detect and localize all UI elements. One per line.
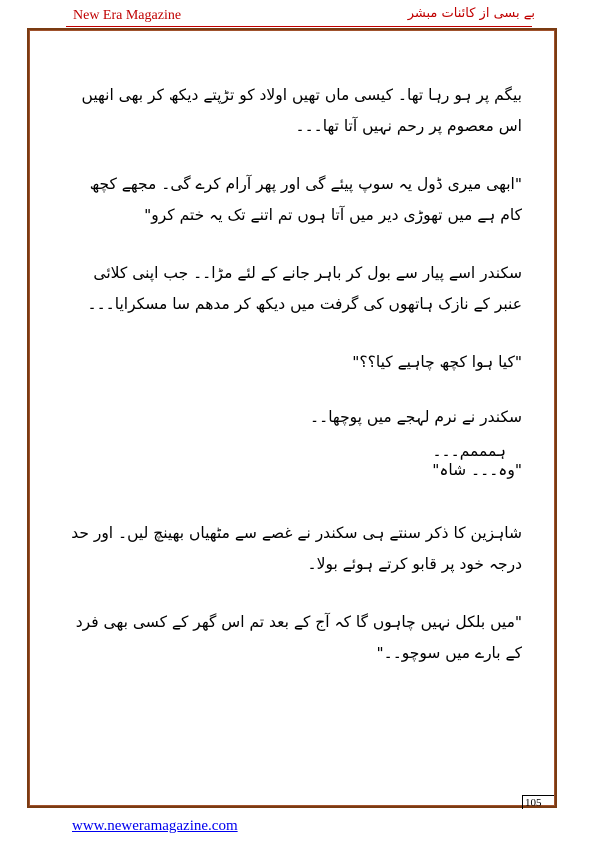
magazine-name: New Era Magazine: [73, 8, 182, 23]
dialogue-line: "میں بلکل نہیں چاہوں گا کہ آج کے بعد تم اس گھر کے کسی بھی فرد کے بارے میں سوچو۔۔": [75, 613, 522, 662]
story-title: بے بسی از کائنات مبشر: [407, 6, 535, 21]
dialogue-line: "وہ۔۔۔ شاہ": [432, 461, 522, 479]
paragraph: بیگم پر ہو رہا تھا۔ کیسی ماں تھیں اولاد کو تڑپتے دیکھ کر بھی انھیں اس معصوم پر رحم نہیں آتا تھا۔۔۔: [81, 86, 522, 135]
website-link[interactable]: www.neweramagazine.com: [72, 818, 238, 834]
paragraph: شاہزین کا ذکر سنتے ہی سکندر نے غصے سے مٹھیاں بھینچ لیں۔ اور حد درجہ خود پر قابو کرتے ہوئے بولا۔: [71, 524, 522, 573]
header-rule: [66, 26, 532, 27]
story-body: [70, 80, 522, 696]
hesitation-line: ہمممم۔۔۔: [432, 442, 506, 460]
paragraph: سکندر اسے پیار سے بول کر باہر جانے کے لئے مڑا۔۔ جب اپنی کلائی عنبر کے نازک ہاتھوں کی گرفت میں دیکھ کر مدھم سا مسکرایا۔۔۔: [87, 264, 522, 313]
page-number: 105: [522, 795, 554, 809]
dialogue-line: "کیا ہوا کچھ چاہیے کیا؟؟": [352, 353, 522, 371]
paragraph: سکندر نے نرم لہجے میں پوچھا۔۔: [310, 408, 522, 426]
paragraph: "ابھی میری ڈول یہ سوپ پیئے گی اور پھر آرام کرے گی۔ مجھے کچھ کام ہے میں تھوڑی دیر میں آتا ہوں تم اتنے تک یہ ختم کرو": [89, 175, 522, 224]
